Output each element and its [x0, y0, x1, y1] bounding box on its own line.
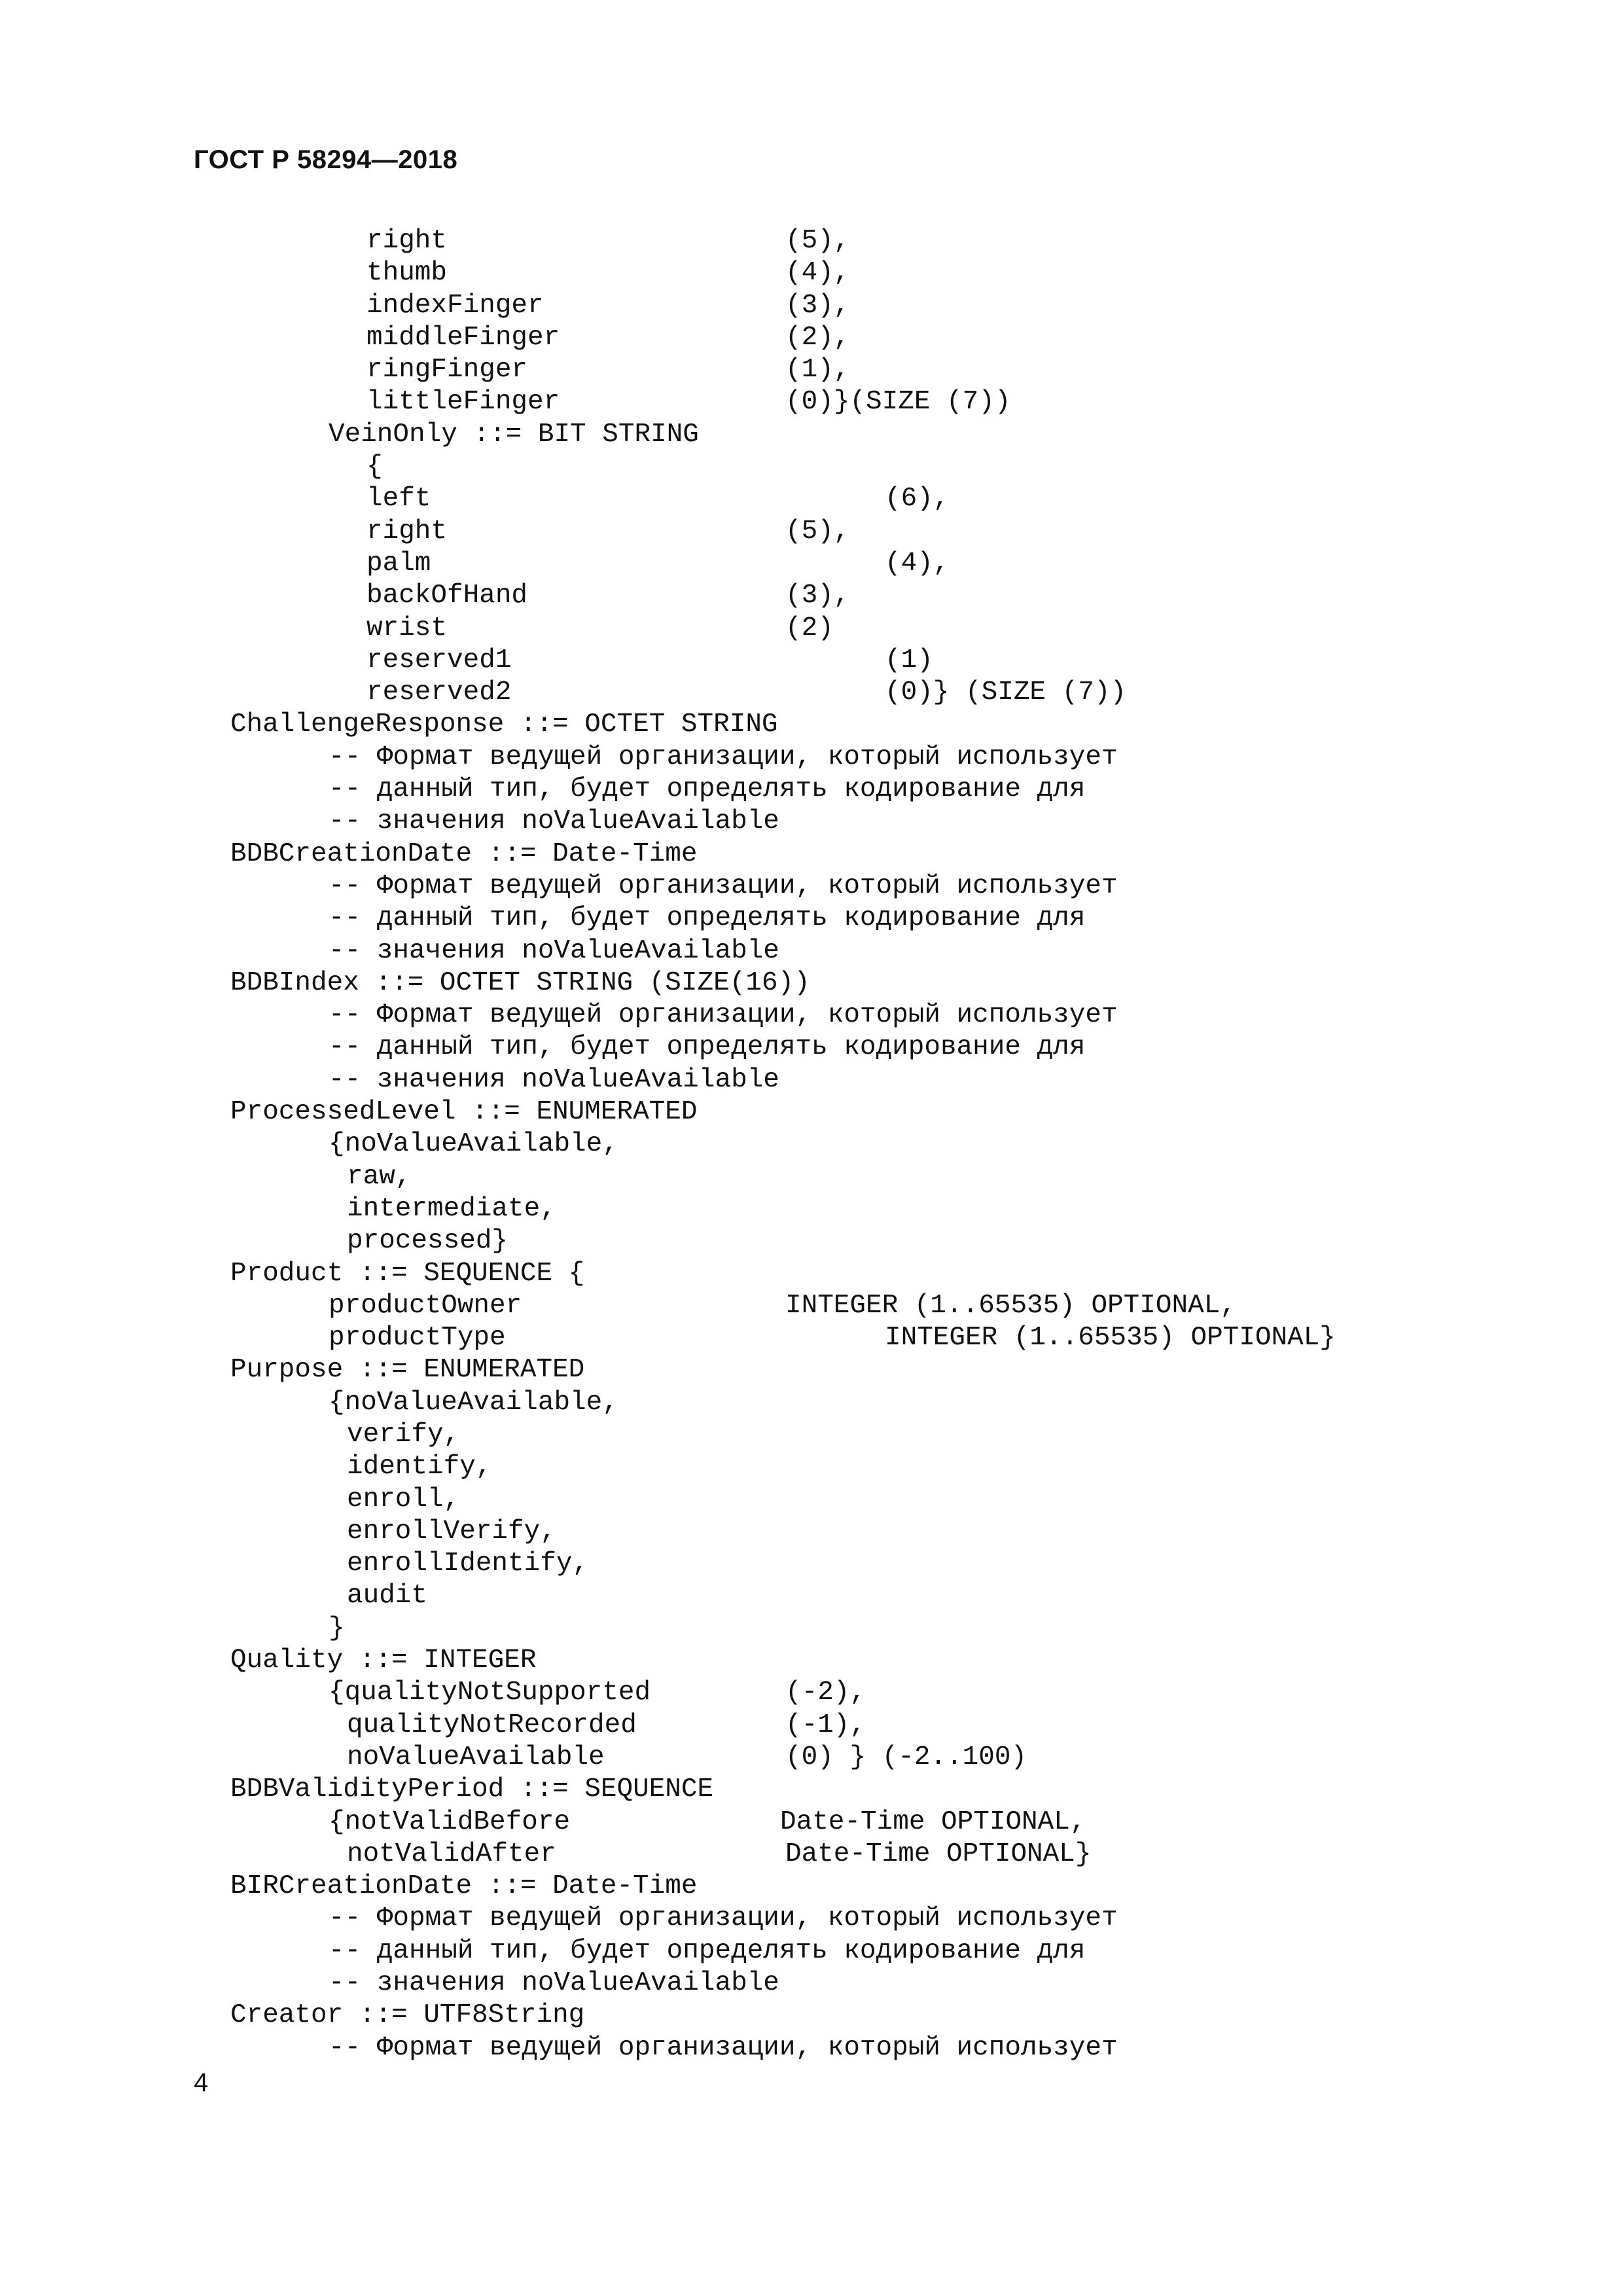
code-text: enrollIdentify, — [347, 1549, 589, 1579]
code-line — [0, 1839, 1623, 1871]
code-line — [0, 935, 1623, 967]
code-text: -- данный тип, будет определять кодирование для — [329, 903, 1086, 934]
code-line — [0, 1516, 1623, 1548]
code-value: (0)}(SIZE (7)) — [785, 387, 1011, 418]
code-line — [0, 1064, 1623, 1096]
code-text: intermediate, — [347, 1193, 556, 1224]
code-line — [0, 1128, 1623, 1160]
code-text: {notValidBefore — [329, 1806, 571, 1837]
code-line — [0, 354, 1623, 386]
code-value: (0) } (-2..100) — [785, 1742, 1027, 1772]
code-line — [0, 645, 1623, 677]
code-text: -- значения noValueAvailable — [329, 1968, 779, 1999]
code-line — [0, 483, 1623, 515]
code-text: identify, — [347, 1452, 492, 1482]
code-text: -- данный тип, будет определять кодирование для — [329, 1032, 1086, 1063]
code-line — [0, 838, 1623, 870]
code-line — [0, 1580, 1623, 1612]
code-value: (5), — [785, 226, 850, 256]
code-text: reserved2 — [366, 677, 512, 708]
code-text: audit — [347, 1581, 428, 1611]
code-line — [0, 2000, 1623, 2032]
code-line — [0, 257, 1623, 289]
code-text: BDBIndex ::= OCTET STRING (SIZE(16)) — [230, 967, 810, 998]
code-line — [0, 1096, 1623, 1128]
code-text: } — [329, 1613, 345, 1643]
code-line — [0, 1871, 1623, 1903]
code-line — [0, 419, 1623, 451]
code-text: enroll, — [347, 1484, 460, 1515]
code-text: right — [366, 516, 448, 547]
code-line — [0, 2032, 1623, 2064]
code-text: -- значения noValueAvailable — [329, 935, 779, 966]
code-line — [0, 709, 1623, 741]
page-number: 4 — [194, 2068, 209, 2097]
code-line — [0, 225, 1623, 257]
code-line — [0, 516, 1623, 548]
code-value: (-2), — [785, 1677, 866, 1708]
code-text: -- данный тип, будет определять кодирование для — [329, 1935, 1086, 1966]
code-value: Date-Time OPTIONAL} — [785, 1839, 1092, 1869]
code-text: qualityNotRecorded — [347, 1710, 637, 1740]
code-line — [0, 806, 1623, 838]
code-text: productType — [329, 1323, 506, 1354]
code-text: processed} — [347, 1226, 508, 1257]
code-text: {noValueAvailable, — [329, 1129, 618, 1160]
code-line — [0, 613, 1623, 645]
code-line — [0, 1193, 1623, 1225]
code-value: (6), — [885, 484, 950, 514]
code-text: enrollVerify, — [347, 1516, 556, 1547]
code-text: raw, — [347, 1161, 412, 1192]
code-text: indexFinger — [366, 290, 544, 321]
code-value: INTEGER (1..65535) OPTIONAL} — [885, 1323, 1336, 1354]
code-line — [0, 1710, 1623, 1742]
code-line — [0, 1677, 1623, 1709]
code-value: (3), — [785, 290, 850, 321]
code-line — [0, 580, 1623, 612]
code-value: INTEGER (1..65535) OPTIONAL, — [785, 1290, 1236, 1321]
code-line — [0, 322, 1623, 354]
code-line — [0, 1387, 1623, 1419]
code-line — [0, 1742, 1623, 1774]
code-text: -- Формат ведущей организации, который использует — [329, 870, 1118, 901]
code-text: {noValueAvailable, — [329, 1387, 618, 1418]
code-line — [0, 1225, 1623, 1257]
code-text: noValueAvailable — [347, 1742, 605, 1772]
code-value: (1) — [885, 645, 933, 675]
code-line — [0, 548, 1623, 580]
code-text: -- данный тип, будет определять кодирование для — [329, 774, 1086, 805]
code-text: right — [366, 226, 448, 256]
code-line — [0, 903, 1623, 935]
code-text: Creator ::= UTF8String — [230, 2000, 585, 2031]
code-text: productOwner — [329, 1290, 522, 1321]
code-line — [0, 1290, 1623, 1322]
code-text: VeinOnly ::= BIT STRING — [329, 419, 699, 450]
code-value: (-1), — [785, 1710, 866, 1740]
code-text: Product ::= SEQUENCE { — [230, 1258, 585, 1289]
code-text: palm — [366, 548, 431, 579]
code-text: wrist — [366, 613, 448, 643]
code-text: notValidAfter — [347, 1839, 556, 1869]
code-text: -- Формат ведущей организации, который использует — [329, 1000, 1118, 1031]
code-line — [0, 451, 1623, 483]
code-value: (2) — [785, 613, 834, 643]
code-line — [0, 1354, 1623, 1386]
code-line — [0, 967, 1623, 999]
code-text: ringFinger — [366, 355, 528, 386]
code-text: backOfHand — [366, 581, 528, 611]
code-line — [0, 677, 1623, 709]
code-value: (4), — [785, 258, 850, 289]
code-line — [0, 1161, 1623, 1193]
code-value: (0)} (SIZE (7)) — [885, 677, 1127, 708]
code-line — [0, 1258, 1623, 1290]
code-text: -- Формат ведущей организации, который использует — [329, 1903, 1118, 1934]
code-text: verify, — [347, 1419, 460, 1450]
code-text: BDBValidityPeriod ::= SEQUENCE — [230, 1774, 714, 1805]
code-text: middleFinger — [366, 322, 560, 353]
code-text: Quality ::= INTEGER — [230, 1645, 537, 1676]
code-text: -- Формат ведущей организации, который использует — [329, 742, 1118, 772]
code-line — [0, 386, 1623, 418]
document-header: ГОСТ Р 58294—2018 — [194, 145, 458, 174]
code-text: { — [366, 452, 383, 482]
code-line — [0, 1031, 1623, 1064]
code-value: (1), — [785, 355, 850, 386]
code-line — [0, 1806, 1623, 1839]
code-text: Purpose ::= ENUMERATED — [230, 1355, 585, 1386]
code-value: (2), — [785, 322, 850, 353]
code-value: Date-Time OPTIONAL, — [780, 1806, 1086, 1837]
code-line — [0, 1645, 1623, 1677]
code-line — [0, 1419, 1623, 1451]
code-line — [0, 742, 1623, 774]
code-text: BDBCreationDate ::= Date-Time — [230, 838, 698, 869]
asn1-code-listing — [0, 225, 1623, 2064]
code-value: (4), — [885, 548, 950, 579]
code-text: left — [366, 484, 431, 514]
code-text: -- Формат ведущей организации, который использует — [329, 2032, 1118, 2063]
code-text: -- значения noValueAvailable — [329, 806, 779, 837]
code-line — [0, 1322, 1623, 1354]
code-value: (3), — [785, 581, 850, 611]
code-text: ChallengeResponse ::= OCTET STRING — [230, 709, 778, 740]
code-line — [0, 290, 1623, 322]
code-line — [0, 870, 1623, 903]
code-line — [0, 1484, 1623, 1516]
code-line — [0, 1451, 1623, 1483]
code-line — [0, 999, 1623, 1031]
code-text: littleFinger — [366, 387, 560, 418]
code-text: ProcessedLevel ::= ENUMERATED — [230, 1097, 698, 1128]
code-text: -- значения noValueAvailable — [329, 1064, 779, 1095]
code-line — [0, 1613, 1623, 1645]
code-text: reserved1 — [366, 645, 512, 675]
code-text: BIRCreationDate ::= Date-Time — [230, 1871, 698, 1902]
code-line — [0, 1774, 1623, 1806]
code-value: (5), — [785, 516, 850, 547]
code-line — [0, 1548, 1623, 1580]
code-text: thumb — [366, 258, 448, 289]
code-line — [0, 1935, 1623, 1967]
code-line — [0, 1903, 1623, 1935]
code-line — [0, 1967, 1623, 2000]
code-line — [0, 774, 1623, 806]
code-text: {qualityNotSupported — [329, 1677, 651, 1708]
